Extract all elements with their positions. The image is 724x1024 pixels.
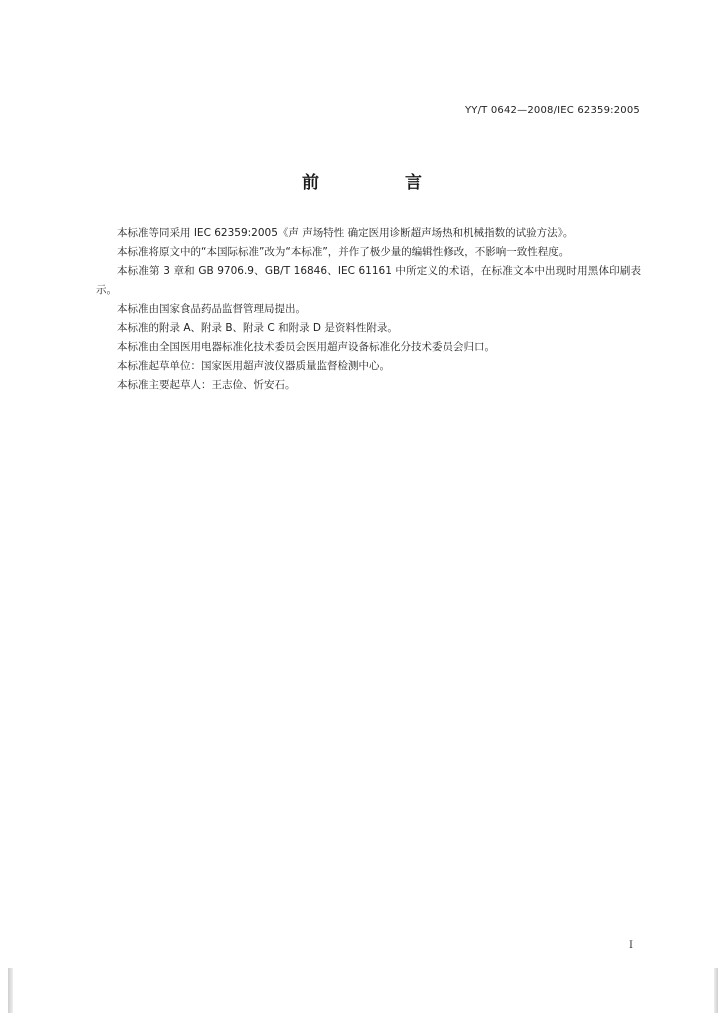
scan-edge-right — [714, 968, 718, 1013]
page-title: 前 言 — [302, 173, 462, 193]
paragraph-editorial-changes: 本标准将原文中的“本国际标准”改为“本标准”，并作了极少量的编辑性修改，不影响一致性程度。 — [117, 246, 570, 258]
scan-edge-left — [8, 968, 13, 1013]
paragraph-drafters: 本标准主要起草人：王志俭、忻安石。 — [117, 379, 296, 391]
paragraph-annexes: 本标准的附录 A、附录 B、附录 C 和附录 D 是资料性附录。 — [117, 322, 398, 334]
paragraph-drafting-unit: 本标准起草单位：国家医用超声波仪器质量监督检测中心。 — [117, 360, 390, 372]
standard-code-header: YY/T 0642—2008/IEC 62359:2005 — [465, 105, 640, 116]
paragraph-technical-committee: 本标准由全国医用电器标准化技术委员会医用超声设备标准化分技术委员会归口。 — [117, 341, 495, 353]
paragraph-terms: 本标准第 3 章和 GB 9706.9、GB/T 16846、IEC 61161 中所定义的术语，在标准文本中出现时用黑体印刷表示。 — [96, 265, 641, 296]
foreword-body — [96, 224, 641, 395]
paragraph-adoption: 本标准等同采用 IEC 62359:2005《声 声场特性 确定医用诊断超声场热和机械指数的试验方法》。 — [117, 227, 574, 239]
paragraph-proposed-by: 本标准由国家食品药品监督管理局提出。 — [117, 303, 306, 315]
page-number: I — [629, 940, 633, 951]
